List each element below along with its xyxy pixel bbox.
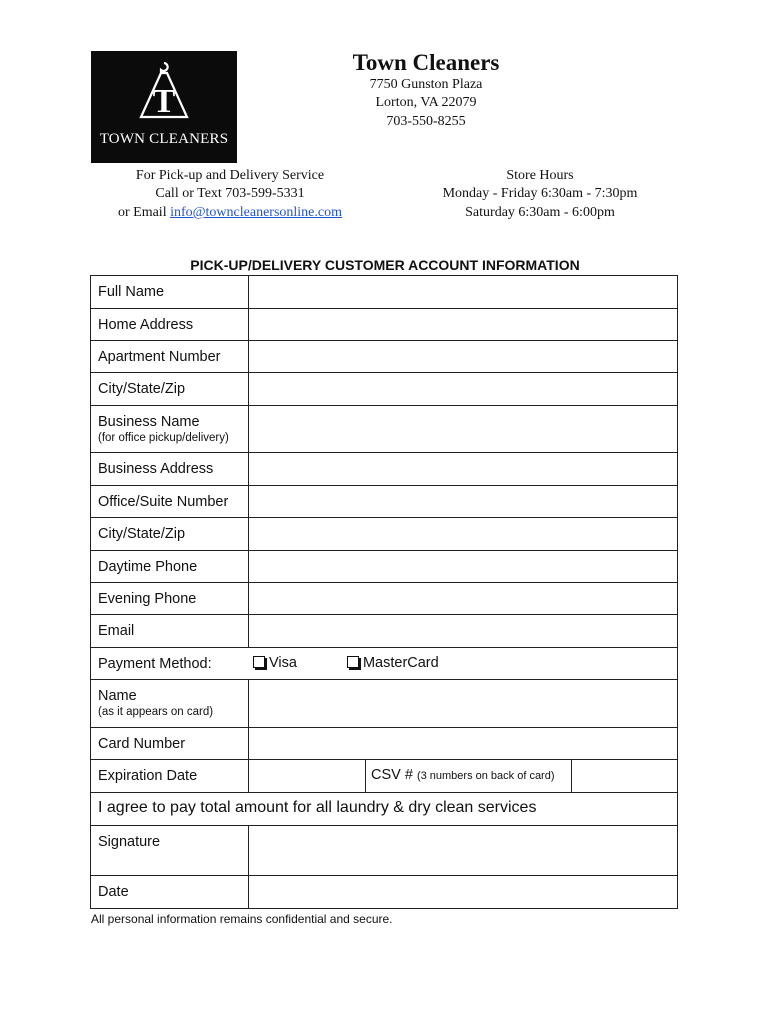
row-daytime-phone	[91, 551, 677, 583]
full-name-label: Full Name	[91, 276, 249, 308]
card-number-label: Card Number	[91, 728, 249, 759]
row-email	[91, 615, 677, 648]
customer-account-form	[90, 275, 678, 909]
hanger-icon	[91, 57, 237, 131]
town-cleaners-logo	[91, 51, 237, 163]
business-city-state-zip-label: City/State/Zip	[91, 518, 249, 550]
form-title: PICK-UP/DELIVERY CUSTOMER ACCOUNT INFORMATION	[190, 257, 580, 273]
business-address-field[interactable]	[249, 453, 677, 485]
expiration-date-label: Expiration Date	[91, 760, 249, 792]
pickup-phone: Call or Text 703-599-5331	[155, 186, 305, 201]
office-suite-label: Office/Suite Number	[91, 486, 249, 517]
row-full-name	[91, 276, 677, 309]
row-date	[91, 876, 677, 908]
business-name-note: (for office pickup/delivery)	[98, 432, 229, 444]
apartment-number-label: Apartment Number	[91, 341, 249, 372]
row-card-name	[91, 680, 677, 728]
full-name-field[interactable]	[249, 276, 677, 308]
office-suite-field[interactable]	[249, 486, 677, 517]
home-address-label: Home Address	[91, 309, 249, 340]
row-agreement	[91, 793, 677, 826]
card-name-text: Name	[98, 688, 137, 704]
daytime-phone-label: Daytime Phone	[91, 551, 249, 582]
apartment-number-field[interactable]	[249, 341, 677, 372]
csv-note: (3 numbers on back of card)	[416, 770, 555, 782]
row-evening-phone	[91, 583, 677, 615]
card-name-label	[91, 680, 249, 727]
evening-phone-field[interactable]	[249, 583, 677, 614]
card-number-field[interactable]	[249, 728, 677, 759]
store-phone: 703-550-8255	[386, 114, 466, 129]
row-payment-method	[91, 648, 677, 680]
email-link[interactable]: info@towncleanersonline.com	[170, 205, 342, 220]
row-business-city-state-zip	[91, 518, 677, 551]
date-field[interactable]	[249, 876, 677, 908]
store-hours-weekday: Monday - Friday 6:30am - 7:30pm	[442, 186, 638, 201]
business-name-label	[91, 406, 249, 452]
row-office-suite	[91, 486, 677, 518]
csv-text: CSV #	[371, 767, 417, 783]
row-apartment-number	[91, 341, 677, 373]
business-name: Town Cleaners	[352, 50, 500, 75]
row-expiration-csv	[91, 760, 677, 793]
csv-label	[366, 760, 572, 792]
payment-options	[249, 648, 677, 679]
email-prefix: or Email	[117, 205, 171, 220]
email-label: Email	[91, 615, 249, 647]
address-line-2: Lorton, VA 22079	[375, 95, 477, 110]
date-label: Date	[91, 876, 249, 908]
pickup-service-label: For Pick-up and Delivery Service	[135, 168, 325, 183]
city-state-zip-label: City/State/Zip	[91, 373, 249, 405]
store-hours-title: Store Hours	[506, 168, 574, 183]
csv-field[interactable]	[572, 760, 677, 792]
business-address-label: Business Address	[91, 453, 249, 485]
evening-phone-label: Evening Phone	[91, 583, 249, 614]
mastercard-checkbox[interactable]	[347, 656, 359, 668]
logo-letter: T	[152, 83, 176, 120]
card-name-field[interactable]	[249, 680, 677, 727]
city-state-zip-field[interactable]	[249, 373, 677, 405]
home-address-field[interactable]	[249, 309, 677, 340]
row-signature	[91, 826, 677, 876]
expiration-date-field[interactable]	[249, 760, 366, 792]
mastercard-option[interactable]	[347, 655, 439, 671]
email-field[interactable]	[249, 615, 677, 647]
address-line-1: 7750 Gunston Plaza	[369, 77, 483, 92]
daytime-phone-field[interactable]	[249, 551, 677, 582]
row-business-address	[91, 453, 677, 486]
mastercard-label: MasterCard	[362, 655, 439, 671]
row-home-address	[91, 309, 677, 341]
payment-method-label: Payment Method:	[98, 656, 212, 672]
card-name-note: (as it appears on card)	[98, 706, 214, 718]
visa-option[interactable]	[253, 655, 297, 671]
business-name-text: Business Name	[98, 414, 200, 430]
row-business-name	[91, 406, 677, 453]
visa-checkbox[interactable]	[253, 656, 265, 668]
signature-field[interactable]	[249, 826, 677, 875]
agreement-text: I agree to pay total amount for all laundry & dry clean services	[98, 799, 537, 816]
logo-name: TOWN CLEANERS	[99, 131, 229, 147]
row-card-number	[91, 728, 677, 760]
pickup-email-line	[90, 205, 370, 221]
signature-label: Signature	[91, 826, 249, 875]
confidentiality-note: All personal information remains confidential and secure.	[91, 912, 393, 926]
business-name-field[interactable]	[249, 406, 677, 452]
row-city-state-zip	[91, 373, 677, 406]
business-city-state-zip-field[interactable]	[249, 518, 677, 550]
store-hours-saturday: Saturday 6:30am - 6:00pm	[465, 205, 615, 220]
visa-label: Visa	[269, 655, 297, 671]
